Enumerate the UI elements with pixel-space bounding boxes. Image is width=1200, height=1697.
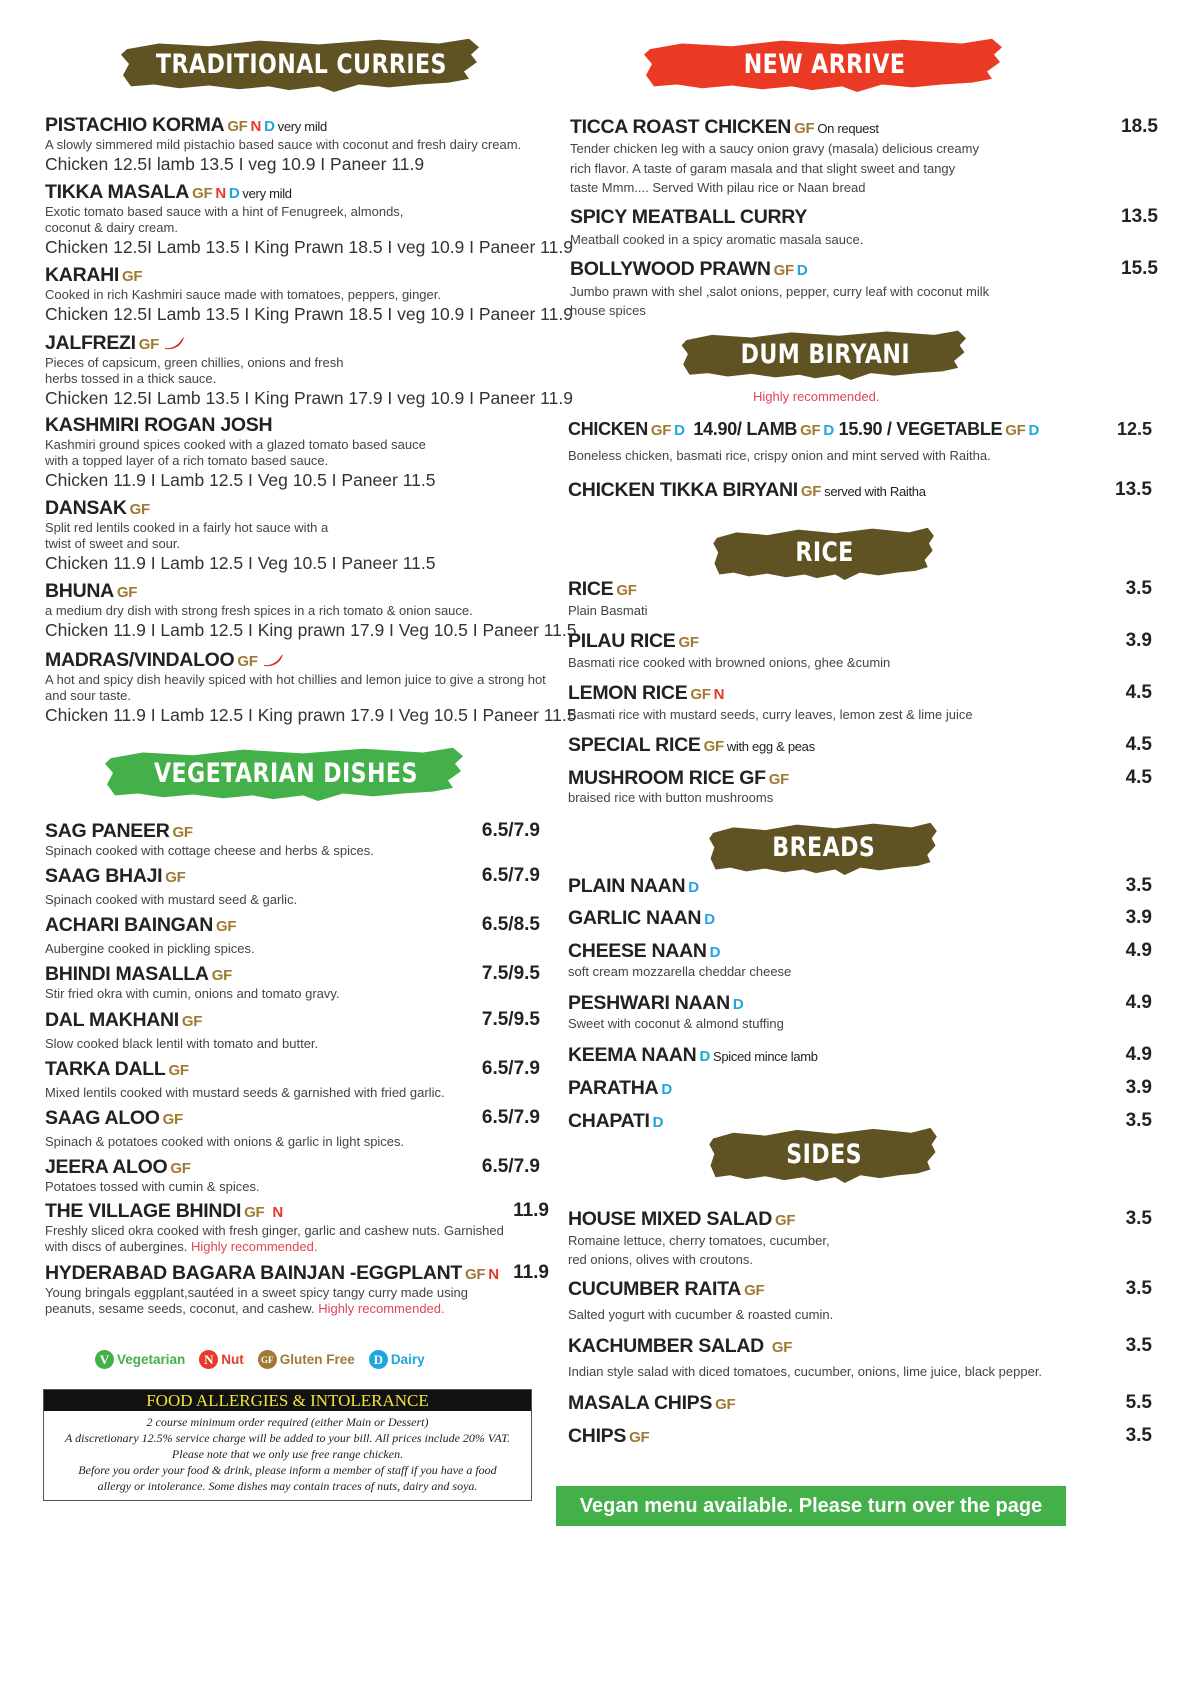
menu-item — [568, 875, 1152, 898]
item-description: twist of sweet and sour. — [45, 536, 181, 551]
biryani-combo-item — [568, 419, 1152, 464]
item-price: 6.5/7.9 — [481, 820, 540, 841]
menu-item — [570, 206, 1158, 248]
dairy-tag: D — [228, 185, 240, 202]
gluten-free-tag: GF — [192, 185, 213, 202]
legend-label: Gluten Free — [279, 1352, 355, 1367]
item-note: very mild — [277, 119, 327, 134]
gluten-free-tag: GF — [165, 869, 186, 886]
item-description: herbs tossed in a thick sauce. — [45, 371, 217, 386]
gluten-free-tag: GF — [773, 262, 794, 279]
item-description: Spinach & potatoes cooked with onions & garlic in light spices. — [45, 1134, 405, 1149]
allergy-line: allergy or intolerance. Some dishes may contain traces of nuts, dairy and soya. — [97, 1479, 478, 1493]
item-description: Slow cooked black lentil with tomato and butter. — [45, 1036, 319, 1051]
item-price: 3.9 — [1125, 630, 1152, 651]
menu-item — [570, 116, 1158, 198]
item-prices: Chicken 11.9 I Lamb 12.5 I Veg 10.5 I Paneer 11.5 — [45, 553, 436, 573]
gluten-free-tag: GF — [129, 501, 150, 518]
item-description: Split red lentils cooked in a fairly hot sauce with a — [45, 520, 329, 535]
section-title: DUM BIRYANI — [740, 338, 910, 370]
section-title: BREADS — [772, 832, 876, 863]
menu-item — [45, 1107, 540, 1150]
menu-item — [45, 1009, 540, 1052]
menu-item — [568, 630, 1152, 671]
item-price: 4.9 — [1125, 940, 1152, 961]
item-description: Meatball cooked in a spicy aromatic masala sauce. — [570, 232, 864, 247]
recommended-note: Highly recommended. — [190, 1239, 318, 1254]
item-description: Aubergine cooked in pickling spices. — [45, 941, 255, 956]
item-name: CHAPATI — [568, 1110, 650, 1132]
gluten-free-tag: GF — [771, 1339, 793, 1356]
recommended-note: Highly recommended. — [318, 1301, 445, 1316]
item-description: red onions, olives with croutons. — [568, 1252, 753, 1267]
gluten-free-tag: GF — [465, 1266, 486, 1283]
section-title: TRADITIONAL CURRIES — [156, 48, 447, 80]
item-price: 3.5 — [1125, 1208, 1152, 1229]
item-price: 6.5/7.9 — [481, 1107, 540, 1128]
menu-item — [568, 1044, 1152, 1067]
menu-item — [568, 578, 1152, 619]
gluten-free-tag: GF — [629, 1429, 650, 1446]
item-prices: Chicken 12.5I Lamb 13.5 I King Prawn 18.5 I veg 10.9 I Paneer 11.9 — [45, 304, 573, 324]
dairy-tag: D — [1028, 422, 1040, 439]
menu-item — [568, 1077, 1152, 1100]
traditional-curries-banner — [119, 36, 484, 92]
item-name: KARAHI — [45, 264, 120, 286]
item-name: CHEESE NAAN — [568, 940, 707, 962]
item-prices: Chicken 11.9 I Lamb 12.5 I King prawn 17.9 I Veg 10.5 I Paneer 11.5 — [45, 705, 577, 725]
menu-item — [568, 1335, 1152, 1380]
allergy-line: Please note that we only use free range chicken. — [171, 1447, 404, 1461]
item-description: coconut & dairy cream. — [45, 220, 178, 235]
item-name: JALFREZI — [45, 332, 136, 354]
new-arrive-banner — [642, 36, 1007, 92]
menu-item — [45, 264, 595, 325]
vegan-menu-banner: Vegan menu available. Please turn over the page — [556, 1486, 1066, 1526]
item-description: rich flavor. A taste of garam masala and that slight sweet and tangy — [570, 160, 956, 176]
item-price: 7.5/9.5 — [481, 1009, 540, 1030]
item-name: LEMON RICE — [568, 682, 688, 704]
rice-banner — [712, 525, 937, 580]
menu-item — [568, 767, 1152, 806]
menu-item — [45, 865, 540, 908]
item-name: PLAIN NAAN — [568, 875, 686, 897]
item-name: SPECIAL RICE — [568, 734, 701, 756]
item-price: 6.5/8.5 — [481, 914, 540, 935]
item-name: PESHWARI NAAN — [568, 992, 730, 1014]
item-name: JEERA ALOO — [45, 1156, 168, 1178]
item-price: 6.5/7.9 — [481, 865, 540, 886]
menu-item — [570, 258, 1158, 320]
dum-biryani-banner — [680, 328, 970, 380]
gluten-free-tag: GF — [678, 634, 699, 651]
item-name: KEEMA NAAN — [568, 1044, 697, 1066]
allergy-line: 2 course minimum order required (either Main or Dessert) — [146, 1415, 429, 1429]
item-name: SAG PANEER — [45, 820, 170, 842]
item-price: 6.5/7.9 — [481, 1156, 540, 1177]
gluten-free-tag: GF — [181, 1013, 203, 1030]
dairy-tag: D — [699, 1048, 710, 1065]
item-prices: Chicken 11.9 I Lamb 12.5 I Veg 10.5 I Paneer 11.5 — [45, 470, 436, 490]
menu-item — [568, 682, 1152, 723]
item-note: with egg & peas — [726, 739, 815, 754]
chicken-biryani-price: 14.90/ — [693, 419, 742, 439]
legend-label: Vegetarian — [117, 1352, 186, 1367]
item-note: served with Raitha — [824, 484, 926, 499]
vegetable-biryani-name: VEGETABLE — [896, 419, 1003, 439]
item-note: Spiced mince lamb — [713, 1049, 818, 1064]
legend-label: Dairy — [390, 1352, 425, 1367]
item-name: RICE — [568, 578, 614, 600]
item-name: DANSAK — [45, 497, 127, 519]
allergy-line: Before you order your food & drink, please inform a member of staff if you have a food — [78, 1463, 497, 1477]
item-price: 3.9 — [1125, 907, 1152, 928]
legend-dairy — [369, 1350, 425, 1369]
gluten-free-tag: GF — [237, 653, 258, 670]
menu-item — [45, 580, 595, 641]
item-description: Tender chicken leg with a saucy onion gravy (masala) delicious creamy — [570, 141, 979, 156]
item-description: braised rice with button mushrooms — [568, 790, 774, 805]
menu-item — [568, 1278, 1152, 1323]
item-name: BHINDI MASALLA — [45, 963, 209, 985]
item-name: KACHUMBER SALAD — [568, 1335, 764, 1357]
allergy-line: A discretionary 12.5% service charge will be added to your bill. All prices include 20% VAT. — [64, 1431, 511, 1445]
gluten-free-tag: GF — [216, 918, 237, 935]
item-price: 4.9 — [1125, 992, 1152, 1013]
item-price: 18.5 — [1121, 116, 1158, 137]
item-description: Salted yogurt with cucumber & roasted cumin. — [568, 1307, 834, 1322]
item-note: very mild — [242, 186, 292, 201]
menu-item — [45, 1262, 549, 1317]
item-name: CHICKEN TIKKA BIRYANI — [568, 479, 798, 501]
chicken-biryani-name: CHICKEN — [568, 419, 648, 439]
item-description: Young bringals eggplant,sautéed in a sweet spicy tangy curry made using peanuts, sesame seeds, coconut, and cashew. — [45, 1285, 469, 1316]
lamb-biryani-price: 15.90 / — [838, 419, 892, 439]
item-name: KASHMIRI ROGAN JOSH — [45, 414, 273, 436]
gluten-free-tag: GF — [122, 268, 143, 285]
menu-item — [568, 734, 1152, 757]
dairy-tag: D — [732, 996, 744, 1013]
dairy-tag: D — [661, 1081, 672, 1098]
section-title: RICE — [795, 537, 854, 568]
dairy-tag: D — [688, 879, 699, 896]
biryani-recommended-note: Highly recommended. — [753, 389, 880, 404]
item-price: 4.5 — [1125, 682, 1152, 703]
item-name: TIKKA MASALA — [45, 181, 190, 203]
dairy-tag: D — [704, 911, 715, 928]
item-prices: Chicken 11.9 I Lamb 12.5 I King prawn 17.9 I Veg 10.5 I Paneer 11.5 — [45, 620, 577, 640]
dietary-legend — [95, 1350, 425, 1369]
item-description: taste Mmm.... Served With pilau rice or Naan bread — [570, 180, 866, 195]
item-description: Potatoes tossed with cumin & spices. — [45, 1179, 260, 1194]
gluten-free-tag: GF — [715, 1396, 736, 1413]
item-price: 15.5 — [1121, 258, 1158, 279]
gluten-free-icon: GF — [258, 1350, 277, 1369]
item-price: 4.9 — [1125, 1044, 1152, 1065]
gluten-free-tag: GF — [227, 118, 248, 135]
gluten-free-tag: GF — [170, 1160, 191, 1177]
gluten-free-tag: GF — [162, 1111, 183, 1128]
menu-item — [568, 1425, 1152, 1448]
item-name: SAAG ALOO — [45, 1107, 160, 1129]
gluten-free-tag: GF — [168, 1062, 189, 1079]
item-description: Basmati rice with mustard seeds, curry leaves, lemon zest & lime juice — [568, 707, 973, 722]
gluten-free-tag: GF — [1005, 422, 1026, 439]
gluten-free-tag: GF — [768, 771, 790, 788]
item-price: 3.5 — [1125, 875, 1152, 896]
item-price: 11.9 — [513, 1200, 549, 1221]
item-description: A hot and spicy dish heavily spiced with hot chillies and lemon juice to give a strong hot — [45, 672, 546, 687]
gluten-free-tag: GF — [690, 686, 711, 703]
item-name: PARATHA — [568, 1077, 659, 1099]
item-description: Stir fried okra with cumin, onions and tomato gravy. — [45, 986, 340, 1001]
item-name: HOUSE MIXED SALAD — [568, 1208, 773, 1230]
sides-banner — [708, 1125, 940, 1183]
legend-vegetarian — [95, 1350, 185, 1369]
item-price: 6.5/7.9 — [481, 1058, 540, 1079]
item-price: 3.5 — [1125, 1425, 1152, 1446]
nut-icon: N — [199, 1350, 218, 1369]
item-description: Indian style salad with diced tomatoes, cucumber, onions, lime juice, black pepper. — [568, 1364, 1043, 1379]
item-price: 4.5 — [1125, 767, 1152, 788]
gluten-free-tag: GF — [703, 738, 724, 755]
vegetarian-dishes-banner — [103, 745, 468, 801]
item-price: 3.5 — [1125, 578, 1152, 599]
gluten-free-tag: GF — [775, 1212, 796, 1229]
item-prices: Chicken 12.5I lamb 13.5 I veg 10.9 I Paneer 11.9 — [45, 154, 425, 174]
item-name: MADRAS/VINDALOO — [45, 649, 235, 671]
gluten-free-tag: GF — [800, 422, 821, 439]
item-name: DAL MAKHANI — [45, 1009, 179, 1031]
item-name: GARLIC NAAN — [568, 907, 702, 929]
menu-item — [45, 649, 595, 726]
dairy-tag: D — [264, 118, 275, 135]
item-description: Romaine lettuce, cherry tomatoes, cucumber, — [568, 1233, 830, 1248]
gluten-free-tag: GF — [794, 120, 815, 137]
item-name: HYDERABAD BAGARA BAINJAN -EGGPLANT — [45, 1262, 463, 1284]
item-name: PILAU RICE — [568, 630, 676, 652]
gluten-free-tag: GF — [211, 967, 232, 984]
item-price: 11.9 — [513, 1262, 549, 1283]
chili-pepper-icon — [262, 653, 284, 667]
section-title: NEW ARRIVE — [743, 48, 906, 80]
item-price: 3.5 — [1125, 1278, 1152, 1299]
item-description: Boneless chicken, basmati rice, crispy onion and mint served with Raitha. — [568, 448, 991, 463]
menu-item — [45, 1156, 540, 1195]
legend-label: Nut — [221, 1352, 244, 1367]
menu-item — [568, 907, 1152, 930]
lamb-biryani-name: LAMB — [746, 419, 798, 439]
gluten-free-tag: GF — [244, 1204, 265, 1221]
item-name: THE VILLAGE BHINDI — [45, 1200, 242, 1222]
menu-item — [45, 1058, 540, 1101]
item-note: On request — [817, 121, 879, 136]
item-description: Spinach cooked with mustard seed & garlic. — [45, 892, 298, 907]
nut-tag: N — [250, 118, 262, 135]
menu-item — [45, 1200, 549, 1255]
gluten-free-tag: GF — [650, 422, 672, 439]
item-name: CHIPS — [568, 1425, 627, 1447]
item-price: 3.9 — [1125, 1077, 1152, 1098]
dairy-tag: D — [652, 1114, 664, 1131]
item-name: SAAG BHAJI — [45, 865, 163, 887]
allergy-notice — [43, 1389, 532, 1501]
nut-tag: N — [488, 1266, 499, 1283]
item-price: 3.5 — [1125, 1110, 1152, 1131]
menu-item — [45, 820, 540, 859]
item-price: 13.5 — [1115, 479, 1152, 500]
gluten-free-tag: GF — [172, 824, 193, 841]
menu-item — [45, 114, 595, 175]
item-name: BHUNA — [45, 580, 114, 602]
dairy-tag: D — [709, 944, 721, 961]
gluten-free-tag: GF — [138, 336, 160, 353]
item-description: soft cream mozzarella cheddar cheese — [568, 964, 792, 979]
item-description: Pieces of capsicum, green chillies, onions and fresh — [45, 355, 344, 370]
menu-item — [568, 479, 1152, 502]
item-price: 7.5/9.5 — [481, 963, 540, 984]
item-description: Jumbo prawn with shel ,salot onions, pepper, curry leaf with coconut milk — [570, 284, 990, 299]
gluten-free-tag: GF — [800, 483, 822, 500]
item-description: Freshly sliced okra cooked with fresh ginger, garlic and cashew nuts. Garnished with discs of aubergines. — [45, 1223, 504, 1254]
item-prices: Chicken 12.5I Lamb 13.5 I King Prawn 18.5 I veg 10.9 I Paneer 11.9 — [45, 237, 573, 257]
dairy-tag: D — [674, 422, 685, 439]
legend-gluten-free — [258, 1350, 355, 1369]
gluten-free-tag: GF — [616, 582, 637, 599]
legend-nut — [199, 1350, 244, 1369]
item-name: TARKA DALL — [45, 1058, 166, 1080]
item-prices: Chicken 12.5I Lamb 13.5 I King Prawn 17.9 I veg 10.9 I Paneer 11.9 — [45, 388, 573, 408]
item-description: Cooked in rich Kashmiri sauce made with tomatoes, peppers, ginger. — [45, 287, 441, 302]
chili-pepper-icon — [163, 336, 185, 350]
item-name: MASALA CHIPS — [568, 1392, 713, 1414]
dairy-tag: D — [796, 262, 808, 279]
item-name: BOLLYWOOD PRAWN — [570, 258, 771, 280]
gluten-free-tag: GF — [744, 1282, 765, 1299]
item-description: a medium dry dish with strong fresh spices in a rich tomato & onion sauce. — [45, 603, 473, 618]
item-description: and sour taste. — [45, 688, 131, 703]
nut-tag: N — [215, 185, 226, 202]
menu-item — [568, 992, 1152, 1032]
menu-item — [568, 1392, 1152, 1415]
menu-item — [45, 332, 595, 409]
item-name: TICCA ROAST CHICKEN — [570, 116, 792, 138]
nut-tag: N — [272, 1204, 283, 1221]
item-name: MUSHROOM RICE GF — [568, 767, 766, 789]
allergy-title: FOOD ALLERGIES & INTOLERANCE — [44, 1390, 531, 1411]
item-name: SPICY MEATBALL CURRY — [570, 206, 808, 228]
item-price: 13.5 — [1121, 206, 1158, 227]
item-name: PISTACHIO KORMA — [45, 114, 225, 136]
breads-banner — [708, 820, 940, 875]
item-description: Sweet with coconut & almond stuffing — [568, 1016, 784, 1031]
item-name: ACHARI BAINGAN — [45, 914, 214, 936]
menu-item — [568, 940, 1152, 980]
section-title: VEGETARIAN DISHES — [153, 757, 418, 789]
item-description: Plain Basmati — [568, 603, 648, 618]
menu-item — [568, 1208, 1152, 1269]
item-description: Mixed lentils cooked with mustard seeds & garnished with fried garlic. — [45, 1085, 445, 1100]
menu-item — [45, 414, 595, 491]
item-description: Exotic tomato based sauce with a hint of Fenugreek, almonds, — [45, 204, 404, 219]
vegetarian-icon: V — [95, 1350, 114, 1369]
menu-item — [45, 963, 540, 1002]
dairy-tag: D — [823, 422, 834, 439]
item-price: 4.5 — [1125, 734, 1152, 755]
item-price: 12.5 — [1116, 419, 1152, 439]
item-description: A slowly simmered mild pistachio based sauce with coconut and fresh dairy cream. — [45, 137, 522, 152]
menu-item — [45, 914, 540, 957]
section-title: SIDES — [786, 1138, 862, 1170]
menu-item — [45, 181, 595, 258]
dairy-icon: D — [369, 1350, 388, 1369]
item-description: with a topped layer of a rich tomato based sauce. — [45, 453, 329, 468]
nut-tag: N — [713, 686, 725, 703]
gluten-free-tag: GF — [116, 584, 138, 601]
item-price: 5.5 — [1125, 1392, 1152, 1413]
item-description: Spinach cooked with cottage cheese and herbs & spices. — [45, 843, 374, 858]
item-description: house spices — [570, 303, 646, 318]
item-price: 3.5 — [1125, 1335, 1152, 1356]
menu-item — [45, 497, 595, 574]
item-description: Kashmiri ground spices cooked with a glazed tomato based sauce — [45, 437, 426, 452]
item-name: CUCUMBER RAITA — [568, 1278, 742, 1300]
item-description: Basmati rice cooked with browned onions, ghee &cumin — [568, 655, 891, 670]
